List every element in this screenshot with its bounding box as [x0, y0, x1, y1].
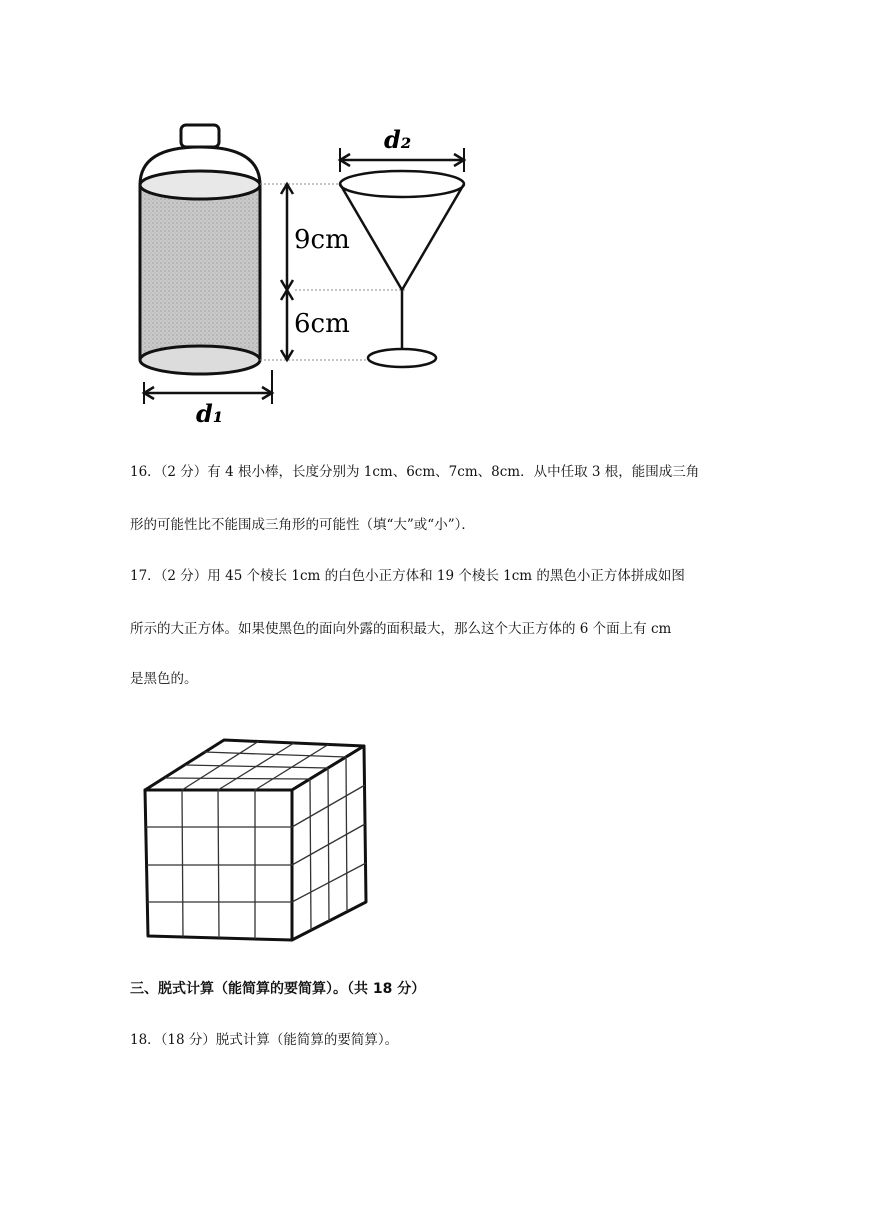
- bottle-base: [140, 346, 260, 374]
- q17-line3: 是黑色的。: [130, 671, 198, 687]
- q17-line2: 所示的大正方体。如果使黑色的面向外露的面积最大，那么这个大正方体的 6 个面上有 cm: [130, 621, 672, 637]
- bottle-cap: [181, 125, 219, 147]
- dim-6cm-label: 6cm: [294, 309, 350, 339]
- bottle-and-cone-glass-figure: [120, 110, 490, 430]
- d2-label: d₂: [384, 125, 412, 154]
- q17-line1: 17．（2 分）用 45 个棱长 1cm 的白色小正方体和 19 个棱长 1cm 的黑色小正方体拼成如图: [130, 568, 685, 584]
- glass-foot: [368, 349, 436, 367]
- cone-rim: [340, 171, 464, 197]
- dim-9cm-label: 9cm: [294, 225, 350, 255]
- q18-line1: 18．（18 分）脱式计算（能简算的要简算）。: [130, 1032, 399, 1048]
- q16-line2: 形的可能性比不能围成三角形的可能性（填“大”或“小”）．: [130, 517, 475, 533]
- section-3-heading: 三、脱式计算（能简算的要简算）。（共 18 分）: [130, 981, 426, 997]
- cube-4x4x4-figure: [128, 730, 378, 945]
- q16-line1: 16．（2 分）有 4 根小棒，长度分别为 1cm、6cm、7cm、8cm．从中任取 3 根，能围成三角: [130, 464, 700, 480]
- d1-label: d₁: [196, 399, 224, 428]
- water-surface: [140, 171, 260, 199]
